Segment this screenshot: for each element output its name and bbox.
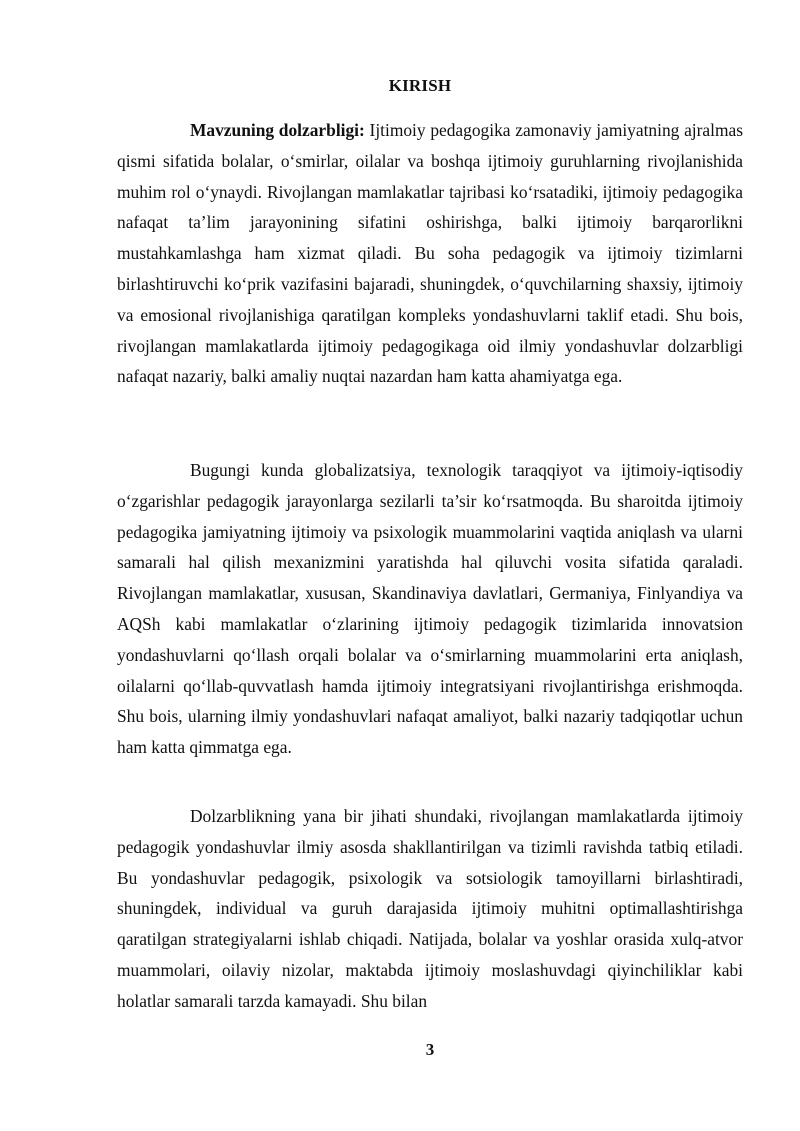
paragraph-text: Dolzarblikning yana bir jihati shundaki, rivojlangan mamlakatlarda ijtimoiy pedagogik yondashuvlar ilmiy asosda shakllantirilgan va tizimli ravishda tatbiq etiladi. Bu yondashuvlar pedagogik, psixologik va sotsiologik tamoyillarni birlashtiradi, shuningdek, individual va guruh darajasida ijtimoiy muhitni optimallashtirishga qaratilgan strategiyalarni ishlab chiqadi. Natijada, bolalar va yoshlar orasida xulq-atvor muammolari, oilaviy nizolar, maktabda ijtimoiy moslashuvdagi qiyinchiliklar kabi holatlar samarali tarzda kamayadi. Shu bilan xyxy=(117,806,743,1011)
paragraph-2 xyxy=(117,455,743,763)
paragraph-text: Ijtimoiy pedagogika zamonaviy jamiyatning ajralmas qismi sifatida bolalar, o‘smirlar, oilalar va boshqa ijtimoiy guruhlarning rivojlanishida muhim rol o‘ynaydi. Rivojlangan mamlakatlar tajribasi ko‘rsatadiki, ijtimoiy pedagogika nafaqat ta’lim jarayonining sifatini oshirishga, balki ijtimoiy barqarorlikni mustahkamlashga ham xizmat qiladi. Bu soha pedagogik va ijtimoiy tizimlarni birlashtiruvchi ko‘prik vazifasini bajaradi, shuningdek, o‘quvchilarning shaxsiy, ijtimoiy va emosional rivojlanishiga qaratilgan kompleks yondashuvlarni taklif etadi. Shu bois, rivojlangan mamlakatlarda ijtimoiy pedagogikaga oid ilmiy yondashuvlar dolzarbligi nafaqat nazariy, balki amaliy nuqtai nazardan ham katta ahamiyatga ega. xyxy=(117,120,743,387)
paragraph-1 xyxy=(117,115,743,392)
paragraph-text: Bugungi kunda globalizatsiya, texnologik taraqqiyot va ijtimoiy-iqtisodiy o‘zgarishlar pedagogik jarayonlarga sezilarli ta’sir ko‘rsatmoqda. Bu sharoitda ijtimoiy pedagogika jamiyatning ijtimoiy va psixologik muammolarini vaqtida aniqlash va ularni samarali hal qilish mexanizmini yaratishda hal qiluvchi vosita sifatida qaraladi. Rivojlangan mamlakatlar, xususan, Skandinaviya davlatlari, Germaniya, Finlyandiya va AQSh kabi mamlakatlar o‘zlarining ijtimoiy pedagogik tizimlarida innovatsion yondashuvlarni qo‘llash orqali bolalar va o‘smirlarning muammolarini erta aniqlash, oilalarni qo‘llab-quvvatlash hamda ijtimoiy integratsiyani rivojlantirishga erishmoqda. Shu bois, ularning ilmiy yondashuvlari nafaqat amaliyot, balki nazariy tadqiqotlar uchun ham katta qimmatga ega. xyxy=(117,460,743,758)
paragraph-3 xyxy=(117,801,743,1017)
paragraph-lead: Mavzuning dolzarbligi: xyxy=(190,120,365,140)
page-title: KIRISH xyxy=(388,76,452,95)
page-number: 3 xyxy=(425,1040,435,1059)
